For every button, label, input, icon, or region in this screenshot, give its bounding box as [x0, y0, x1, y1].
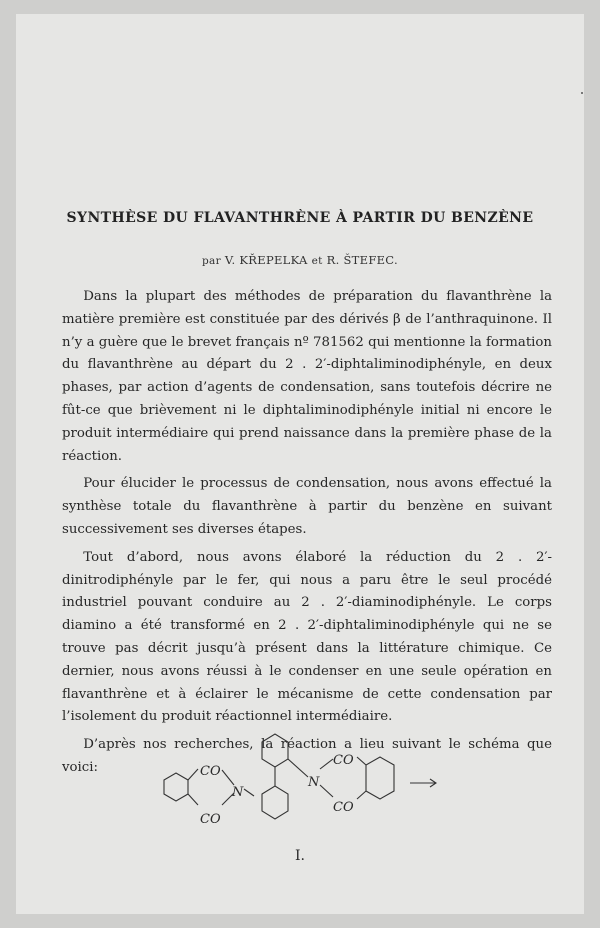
benzene-ring-left	[164, 773, 188, 801]
biphenyl-ring-lower	[262, 786, 288, 819]
paragraph: Pour élucider le processus de condensation, nous avons effectué la synthèse totale du flavanthrène à partir du benzène en suivant successivement ses diverses étapes.	[62, 476, 552, 537]
benzene-ring-right	[366, 757, 394, 799]
biphenyl-ring-upper	[262, 734, 288, 767]
co-label: CO	[333, 800, 354, 815]
byline-et: et	[311, 255, 323, 267]
author-stefec: R. ŠTEFEC.	[326, 253, 398, 267]
byline-par: par	[202, 255, 221, 267]
article-body	[62, 286, 552, 785]
paragraph: Tout d’abord, nous avons élaboré la réduction du 2 . 2′-dinitrodiphényle par le fer, qui nous a paru être le seul procédé industriel pouvant conduire au 2 . 2′-diaminodiphényle. Le corps diamino a été transformé en 2 . 2′-diphtaliminodiphényle qui ne se trouve pas décrit jusqu’à présent dans la littérature chimique. Ce dernier, nous avons réussi à le condenser en une seule opération en flavanthrène et à éclairer le mécanisme de cette condensation par l’isolement du produit réactionnel intermédiaire.	[62, 549, 552, 725]
scheme-label: I.	[295, 848, 305, 864]
co-label: CO	[200, 764, 221, 779]
n-label: N	[308, 775, 320, 790]
author-krepelka: V. KŘEPELKA	[224, 253, 308, 267]
paragraph: Dans la plupart des méthodes de préparation du flavanthrène la matière première est constituée par des dérivés β de l’anthraquinone. Il n’y a guère que le brevet français nº 781562 qui mentionne la formation du flavanthrène au départ du 2 . 2′-diphtaliminodiphényle, en deux phases, par action d’agents de condensation, sans toutefois décrire ne fût-ce que brièvement ni le diphtaliminodiphényle initial ni encore le produit intermédiaire qui prend naissance dans la première phase de la réaction.	[62, 289, 552, 464]
n-label: N	[232, 785, 244, 800]
paragraph: D’après nos recherches, la réaction a lieu suivant le schéma que voici:	[62, 737, 552, 775]
co-label: CO	[200, 812, 221, 827]
article-title: SYNTHÈSE DU FLAVANTHRÈNE À PARTIR DU BENZÈNE	[66, 210, 534, 226]
speck	[581, 92, 583, 94]
byline	[0, 253, 600, 267]
reaction-scheme	[140, 725, 440, 855]
co-label: CO	[333, 753, 354, 768]
